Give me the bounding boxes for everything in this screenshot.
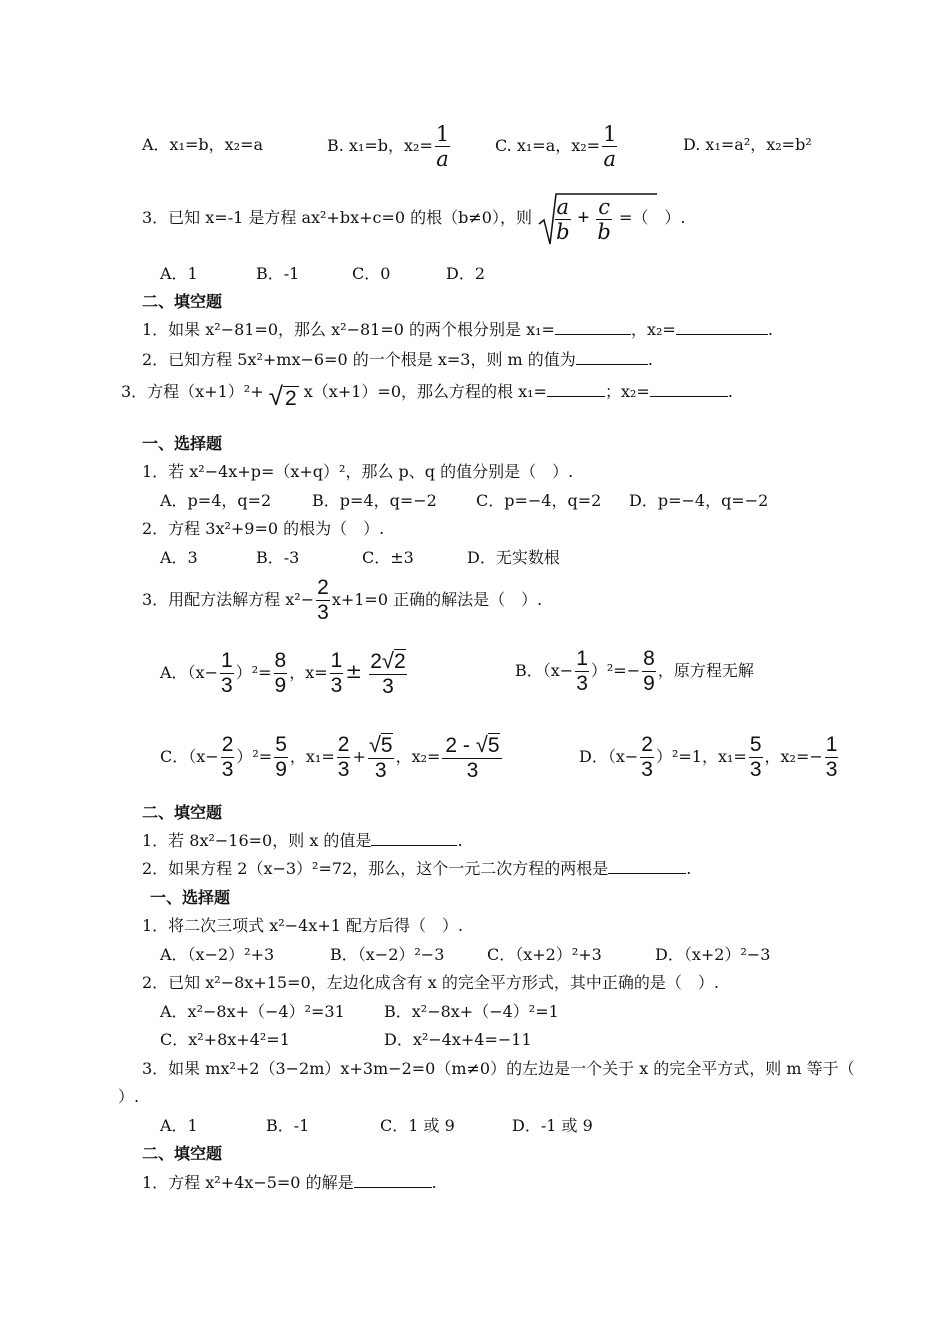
- q1-option-b: B．（x−2）²−3: [330, 945, 445, 964]
- answer-blank[interactable]: [555, 320, 631, 335]
- fraction-1-over-a: $\frac{1}{a}$: [435, 122, 450, 171]
- fill-question-3: 3．方程（x+1）²+ √2 x（x+1）=0，那么方程的根 x₁= ；x₂= .: [121, 374, 733, 417]
- q2-option-b: B. x₁=b，x₂= $\frac{1}{a}$: [327, 122, 450, 171]
- q2-option-d: D. x₁=a²，x₂=b²: [683, 135, 812, 154]
- question-2: 2．已知 x²−8x+15=0，左边化成含有 x 的完全平方形式，其中正确的是（ ）.: [142, 973, 719, 992]
- q3-option-a: A．1: [160, 264, 198, 283]
- section-heading-choice: 一、选择题: [150, 888, 231, 907]
- answer-blank[interactable]: [354, 1173, 432, 1188]
- q1-option-a: A．p=4，q=2: [160, 491, 272, 510]
- question-3: 3．如果 mx²+2（3−2m）x+3m−2=0（m≠0）的左边是一个关于 x 的完全平方式，则 m 等于（: [142, 1059, 855, 1078]
- fill-question-1: 1．若 8x²−16=0，则 x 的值是 .: [142, 831, 463, 850]
- question-3: 3．已知 x=-1 是方程 ax²+bx+c=0 的根（b≠0），则 $\frac{a}{b}$ + $\frac{c}{b}$ =（ ）.: [142, 190, 685, 247]
- section-heading-fill: 二、填空题: [142, 1144, 223, 1163]
- fill-question-2: 2．已知方程 5x²+mx−6=0 的一个根是 x=3，则 m 的值为 .: [142, 350, 653, 369]
- fraction-c-over-b: $\frac{c}{b}$: [597, 195, 611, 244]
- q1-option-a: A．（x−2）²+3: [160, 945, 275, 964]
- q2-option-b: B．x²−8x+（−4）²=1: [384, 1002, 559, 1021]
- q3-option-a: A．1: [160, 1116, 198, 1135]
- q2-option-d: D．x²−4x+4=−11: [384, 1030, 532, 1049]
- q3-option-d: D．（x− $\frac{2}{3}$ ）²=1，x₁= $\frac{5}{3}$ ，x₂=− $\frac{1}{3}$: [579, 733, 838, 781]
- section-heading-fill: 二、填空题: [142, 803, 223, 822]
- fraction-2-sqrt2-over-3: $\frac{2√2}{3}$: [370, 647, 406, 698]
- question-3-cont: ）.: [118, 1087, 140, 1106]
- question-1: 1．若 x²−4x+p=（x+q）²，那么 p、q 的值分别是（ ）.: [142, 462, 574, 481]
- q2-option-c: C．x²+8x+4²=1: [160, 1030, 290, 1049]
- q3-option-b: B．（x− $\frac{1}{3}$ ）²=− $\frac{8}{9}$ ，原方程无解: [515, 647, 754, 695]
- q2-option-d: D．无实数根: [467, 548, 560, 567]
- q3-option-b: B．-1: [256, 264, 300, 283]
- answer-blank[interactable]: [547, 382, 605, 397]
- q1-option-d: D．（x+2）²−3: [655, 945, 771, 964]
- fraction-a-over-b: $\frac{a}{b}$: [556, 195, 570, 244]
- section-heading-fill: 二、填空题: [142, 292, 223, 311]
- q3-option-a: A．（x− $\frac{1}{3}$ ）²= $\frac{8}{9}$ ，x= $\frac{1}{3}$ ± $\frac{2√2}{3}$: [160, 647, 406, 698]
- fraction: $\frac{2}{3}$: [317, 576, 329, 624]
- answer-blank[interactable]: [650, 382, 728, 397]
- q1-option-c: C．（x+2）²+3: [487, 945, 602, 964]
- question-2: 2．方程 3x²+9=0 的根为（ ）.: [142, 519, 385, 538]
- q3-option-c: C．0: [352, 264, 391, 283]
- answer-blank[interactable]: [371, 831, 457, 846]
- q2-option-a: A．3: [160, 548, 198, 567]
- q2-option-c: C. x₁=a，x₂= $\frac{1}{a}$: [495, 122, 617, 171]
- section-heading-choice: 一、选择题: [142, 434, 223, 453]
- question-3: 3．用配方法解方程 x²− $\frac{2}{3}$ x+1=0 正确的解法是（ ）.: [142, 576, 543, 624]
- answer-blank[interactable]: [576, 350, 648, 365]
- q3-option-c: C．1 或 9: [380, 1116, 455, 1135]
- answer-blank[interactable]: [608, 859, 686, 874]
- fill-question-1: 1．如果 x²−81=0，那么 x²−81=0 的两个根分别是 x₁= ，x₂= .: [142, 320, 773, 339]
- q1-option-d: D．p=−4，q=−2: [629, 491, 769, 510]
- q3-option-c: C．（x− $\frac{2}{3}$ ）²= $\frac{5}{9}$ ，x₁= $\frac{2}{3}$ + $\frac{√5}{3}$ ，x₂= $\frac{2 - √5}{3}$: [160, 731, 504, 783]
- fill-question-1: 1．方程 x²+4x−5=0 的解是 .: [142, 1173, 437, 1192]
- q2-option-a: A．x₁=b，x₂=a: [142, 135, 264, 154]
- sqrt-expression: $\frac{a}{b}$ + $\frac{c}{b}$: [537, 190, 614, 247]
- q2-option-b: B．-3: [256, 548, 300, 567]
- q1-option-c: C．p=−4，q=2: [476, 491, 602, 510]
- fill-question-2: 2．如果方程 2（x−3）²=72，那么，这个一元二次方程的两根是 .: [142, 859, 692, 878]
- answer-blank[interactable]: [676, 320, 768, 335]
- fraction-1-over-a: $\frac{1}{a}$: [603, 122, 617, 171]
- q2-option-c: C．±3: [362, 548, 414, 567]
- q1-option-b: B．p=4，q=−2: [312, 491, 437, 510]
- q3-option-d: D．-1 或 9: [512, 1116, 593, 1135]
- q3-option-d: D．2: [446, 264, 486, 283]
- sqrt-2: √2: [268, 381, 297, 411]
- q2-option-a: A．x²−8x+（−4）²=31: [160, 1002, 345, 1021]
- q3-option-b: B．-1: [266, 1116, 310, 1135]
- question-1: 1．将二次三项式 x²−4x+1 配方后得（ ）.: [142, 916, 464, 935]
